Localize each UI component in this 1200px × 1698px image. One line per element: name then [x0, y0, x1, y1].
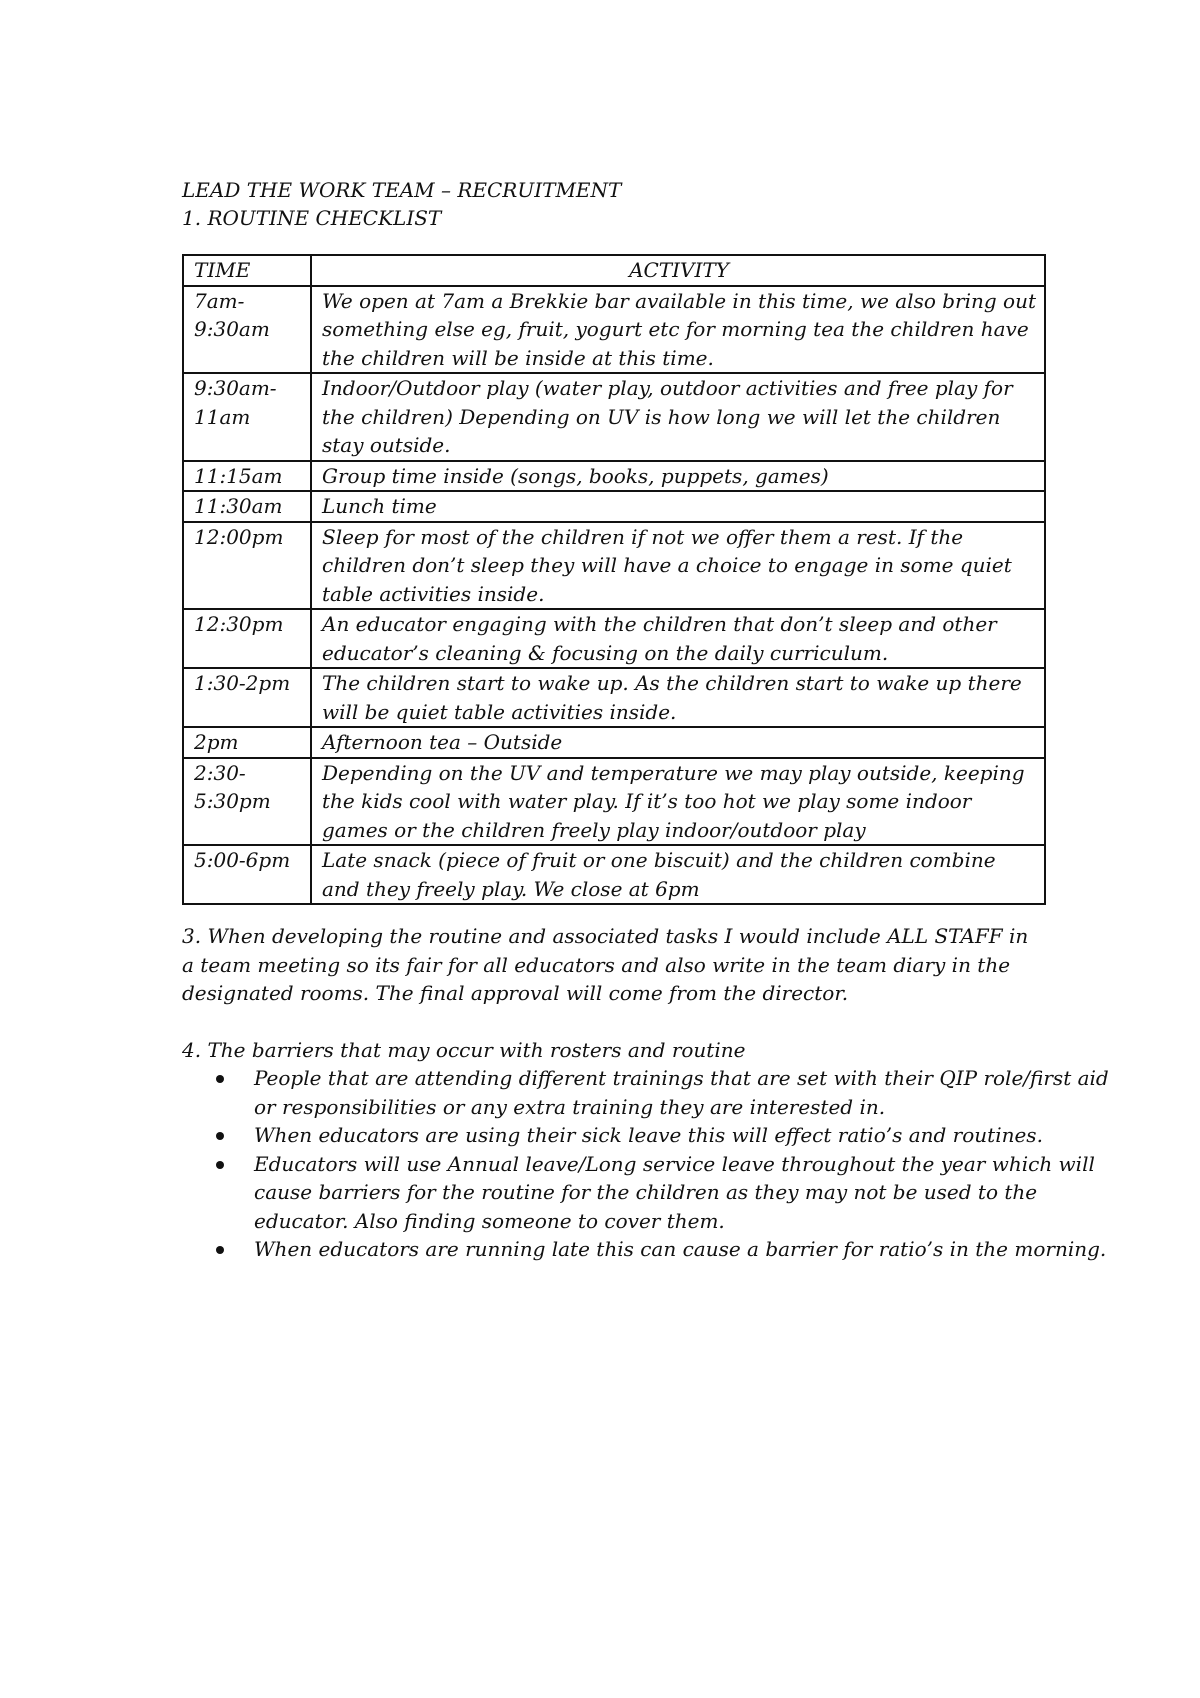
table-row: [183, 522, 1045, 610]
time-cell: 1:30-2pm: [183, 668, 311, 727]
time-cell: 11:30am: [183, 491, 311, 522]
barriers-list: [182, 1064, 1114, 1264]
time-cell: 12:00pm: [183, 522, 311, 610]
table-row: [183, 727, 1045, 758]
list-item: [254, 1235, 1114, 1264]
list-item-text: People that are attending different trainings that are set with their QIP role/first aid or responsibilities or any extra training they are interested in.: [254, 1066, 1109, 1119]
table-row: [183, 668, 1045, 727]
table-row: [183, 845, 1045, 904]
table-row: [183, 758, 1045, 846]
time-cell: 9:30am-11am: [183, 373, 311, 461]
list-item-text: When educators are using their sick leave this will effect ratio’s and routines.: [254, 1123, 1043, 1147]
bullet-icon: [216, 1161, 224, 1169]
list-item-text: Educators will use Annual leave/Long service leave throughout the year which will cause barriers for the routine for the children as they may not be used to the educator. Also finding someone to cover them.: [254, 1151, 1095, 1233]
activity-cell: An educator engaging with the children that don’t sleep and other educator’s cleaning & focusing on the daily curriculum.: [311, 609, 1045, 668]
table-row: [183, 461, 1045, 492]
time-cell: 5:00-6pm: [183, 845, 311, 904]
document-title: LEAD THE WORK TEAM – RECRUITMENT: [182, 178, 622, 202]
time-cell: 2:30-5:30pm: [183, 758, 311, 846]
table-row: [183, 609, 1045, 668]
bullet-icon: [216, 1246, 224, 1254]
list-item: [254, 1064, 1114, 1121]
time-cell: 12:30pm: [183, 609, 311, 668]
list-item: [254, 1150, 1114, 1236]
table-row: [183, 286, 1045, 374]
activity-cell: We open at 7am a Brekkie bar available in this time, we also bring out something else eg, fruit, yogurt etc for morning tea the children have the children will be inside at this time.: [311, 286, 1045, 374]
activity-cell: Afternoon tea – Outside: [311, 727, 1045, 758]
section-4-heading: 4. The barriers that may occur with rosters and routine: [182, 1038, 746, 1062]
bullet-icon: [216, 1075, 224, 1083]
activity-cell: Indoor/Outdoor play (water play, outdoor activities and free play for the children) Depending on UV is how long we will let the children stay outside.: [311, 373, 1045, 461]
list-item: [254, 1121, 1114, 1150]
section-1-heading: 1. ROUTINE CHECKLIST: [182, 206, 442, 230]
activity-cell: The children start to wake up. As the children start to wake up there will be quiet table activities inside.: [311, 668, 1045, 727]
routine-checklist-table: [182, 254, 1046, 905]
activity-cell: Depending on the UV and temperature we may play outside, keeping the kids cool with water play. If it’s too hot we play some indoor games or the children freely play indoor/outdoor play: [311, 758, 1045, 846]
list-item-text: When educators are running late this can cause a barrier for ratio’s in the morning.: [254, 1237, 1107, 1261]
table-row: [183, 373, 1045, 461]
table-row: [183, 491, 1045, 522]
table-header-row: [183, 255, 1045, 286]
bullet-icon: [216, 1132, 224, 1140]
time-cell: 2pm: [183, 727, 311, 758]
activity-column-header: ACTIVITY: [311, 255, 1045, 286]
time-column-header: TIME: [183, 255, 311, 286]
activity-cell: Sleep for most of the children if not we offer them a rest. If the children don’t sleep they will have a choice to engage in some quiet table activities inside.: [311, 522, 1045, 610]
activity-cell: Lunch time: [311, 491, 1045, 522]
activity-cell: Group time inside (songs, books, puppets, games): [311, 461, 1045, 492]
time-cell: 11:15am: [183, 461, 311, 492]
section-3-paragraph: 3. When developing the routine and associated tasks I would include ALL STAFF in a team meeting so its fair for all educators and also write in the team diary in the designated rooms. The final approval will come from the director.: [182, 924, 1029, 1005]
time-cell: 7am-9:30am: [183, 286, 311, 374]
activity-cell: Late snack (piece of fruit or one biscuit) and the children combine and they freely play. We close at 6pm: [311, 845, 1045, 904]
